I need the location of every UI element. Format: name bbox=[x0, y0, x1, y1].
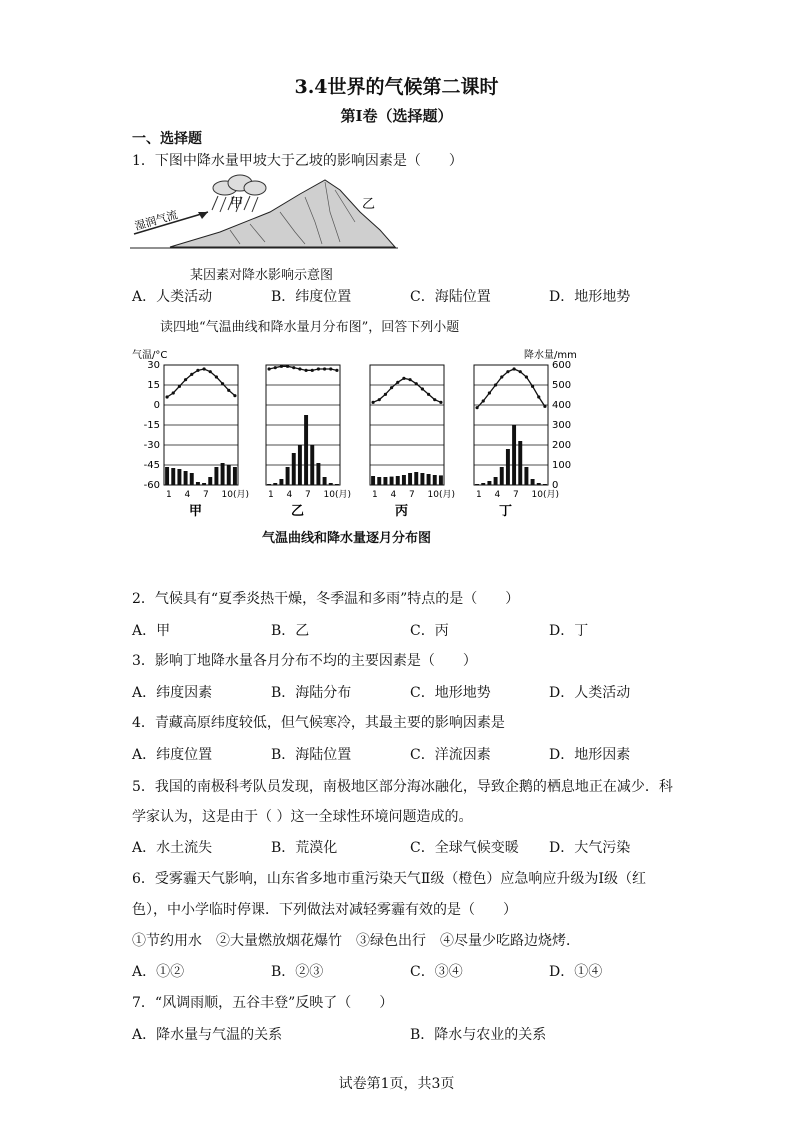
temperature-point bbox=[227, 389, 230, 392]
precip-bar bbox=[402, 475, 406, 485]
rain-terrain-figure bbox=[130, 172, 400, 254]
q5-option-a[interactable]: A．水土流失 bbox=[132, 840, 213, 856]
reading-intro: 读四地“气温曲线和降水量月分布图”，回答下列小题 bbox=[160, 320, 460, 335]
precip-bar bbox=[396, 476, 400, 485]
precip-bar bbox=[304, 415, 308, 485]
temperature-point bbox=[317, 367, 320, 370]
right-tick-label: 500 bbox=[552, 380, 572, 391]
left-tick-label: -30 bbox=[143, 440, 160, 451]
right-tick-label: 600 bbox=[552, 360, 572, 371]
month-tick-label: 7 bbox=[513, 490, 519, 500]
precip-bar bbox=[335, 484, 339, 485]
q2-option-c[interactable]: C．丙 bbox=[410, 623, 449, 639]
q2-option-a[interactable]: A．甲 bbox=[132, 623, 171, 639]
temperature-point bbox=[233, 394, 236, 397]
precip-bar bbox=[390, 477, 394, 485]
left-tick-label: -60 bbox=[143, 480, 160, 491]
temperature-point bbox=[525, 375, 528, 378]
temperature-point bbox=[415, 382, 418, 385]
temperature-point bbox=[298, 367, 301, 370]
precip-bar bbox=[323, 477, 327, 485]
month-tick-label: 1 bbox=[166, 490, 172, 500]
left-tick-label: 0 bbox=[153, 400, 160, 411]
precip-bar bbox=[481, 483, 485, 485]
precip-bar bbox=[414, 472, 418, 485]
temperature-point bbox=[311, 369, 314, 372]
q6-option-c[interactable]: C．③④ bbox=[410, 964, 463, 980]
precip-bar bbox=[190, 473, 194, 485]
panel-name-label: 甲 bbox=[189, 504, 203, 519]
temperature-point bbox=[209, 370, 212, 373]
precip-bar bbox=[475, 484, 479, 485]
section-heading: 一、选择题 bbox=[132, 131, 202, 147]
cloud-icon bbox=[213, 175, 266, 195]
temperature-point bbox=[488, 391, 491, 394]
temperature-point bbox=[184, 378, 187, 381]
temperature-point bbox=[439, 401, 442, 404]
precip-bar bbox=[292, 453, 296, 485]
precip-bar bbox=[165, 467, 169, 485]
q5-option-c[interactable]: C．全球气候变暖 bbox=[410, 840, 519, 856]
q6-option-d[interactable]: D．①④ bbox=[549, 964, 603, 980]
temperature-point bbox=[500, 375, 503, 378]
q7-option-a[interactable]: A．降水量与气温的关系 bbox=[132, 1027, 283, 1043]
q2-option-b[interactable]: B．乙 bbox=[271, 623, 310, 639]
month-tick-label: 10(月) bbox=[323, 490, 351, 500]
precip-bar bbox=[214, 467, 218, 485]
q3-option-c[interactable]: C．地形地势 bbox=[410, 685, 491, 701]
question-4-stem: 4．青藏高原纬度较低，但气候寒冷，其最主要的影响因素是 bbox=[132, 715, 505, 731]
climate-panel-2 bbox=[266, 365, 351, 519]
temperature-point bbox=[537, 395, 540, 398]
q4-option-a[interactable]: A．纬度位置 bbox=[132, 747, 213, 763]
q1-option-b[interactable]: B．纬度位置 bbox=[271, 289, 352, 305]
question-3-stem: 3．影响丁地降水量各月分布不均的主要因素是（ ） bbox=[132, 653, 477, 669]
temperature-point bbox=[402, 377, 405, 380]
right-tick-label: 0 bbox=[552, 480, 559, 491]
month-tick-label: 10(月) bbox=[531, 490, 559, 500]
temperature-point bbox=[165, 395, 168, 398]
temperature-point bbox=[202, 367, 205, 370]
temperature-point bbox=[267, 367, 270, 370]
right-tick-label: 100 bbox=[552, 460, 572, 471]
precip-bar bbox=[487, 481, 491, 485]
temperature-point bbox=[494, 383, 497, 386]
temperature-point bbox=[378, 398, 381, 401]
right-tick-label: 300 bbox=[552, 420, 572, 431]
precip-bar bbox=[310, 445, 314, 485]
question-2-stem: 2．气候具有“夏季炎热干燥，冬季温和多雨”特点的是（ ） bbox=[132, 591, 520, 607]
precip-bar bbox=[267, 484, 271, 485]
temperature-point bbox=[286, 365, 289, 368]
q2-option-d[interactable]: D．丁 bbox=[549, 623, 589, 639]
question-6-stem-line-2: 色），中小学临时停课．下列做法对减轻雾霾有效的是（ ） bbox=[132, 902, 517, 918]
left-tick-label: 15 bbox=[147, 380, 160, 391]
precip-bar bbox=[506, 449, 510, 485]
temperature-point bbox=[512, 367, 515, 370]
precip-bar bbox=[408, 473, 412, 485]
left-axis-label: 气温/°C bbox=[132, 350, 168, 361]
temperature-point bbox=[274, 366, 277, 369]
precip-bar bbox=[512, 425, 516, 485]
temperature-point bbox=[531, 385, 534, 388]
q3-option-d[interactable]: D．人类活动 bbox=[549, 685, 631, 701]
temperature-point bbox=[482, 399, 485, 402]
precip-bar bbox=[531, 479, 535, 485]
temperature-point bbox=[433, 398, 436, 401]
precip-bar bbox=[420, 473, 424, 485]
airflow-label: 湿润气流 bbox=[133, 208, 180, 233]
precip-bar bbox=[316, 463, 320, 485]
q6-option-a[interactable]: A．①② bbox=[132, 964, 185, 980]
precip-bar bbox=[233, 467, 237, 485]
temperature-point bbox=[221, 382, 224, 385]
temperature-point bbox=[178, 385, 181, 388]
precip-bar bbox=[377, 477, 381, 485]
temperature-point bbox=[475, 406, 478, 409]
q1-option-a[interactable]: A．人类活动 bbox=[132, 289, 213, 305]
month-tick-label: 4 bbox=[390, 490, 397, 500]
month-tick-label: 7 bbox=[409, 490, 415, 500]
temperature-point bbox=[543, 405, 546, 408]
question-7-stem: 7．“风调雨顺，五谷丰登”反映了（ ） bbox=[132, 995, 394, 1011]
q5-option-d[interactable]: D．大气污染 bbox=[549, 840, 631, 856]
temperature-point bbox=[421, 387, 424, 390]
precip-bar bbox=[184, 471, 188, 485]
q4-option-d[interactable]: D．地形因素 bbox=[549, 747, 631, 763]
precip-bar bbox=[279, 479, 283, 485]
precip-bar bbox=[177, 469, 181, 485]
slope-a-label: 甲 bbox=[230, 196, 244, 211]
panel-name-label: 乙 bbox=[291, 504, 305, 519]
precip-bar bbox=[427, 474, 431, 485]
precip-bar bbox=[543, 484, 547, 485]
question-6-items: ①节约用水 ②大量燃放烟花爆竹 ③绿色出行 ④尽量少吃路边烧烤． bbox=[132, 933, 580, 949]
month-tick-label: 7 bbox=[305, 490, 311, 500]
precip-bar bbox=[286, 467, 290, 485]
climate-panel-3 bbox=[370, 365, 455, 519]
month-tick-label: 4 bbox=[184, 490, 191, 500]
month-tick-label: 4 bbox=[286, 490, 293, 500]
precip-bar bbox=[524, 467, 528, 485]
page-footer: 试卷第1页，共3页 bbox=[338, 1076, 455, 1092]
q3-option-b[interactable]: B．海陆分布 bbox=[271, 685, 352, 701]
month-tick-label: 10(月) bbox=[221, 490, 249, 500]
left-tick-label: -45 bbox=[143, 460, 160, 471]
precip-bar bbox=[227, 465, 231, 485]
temperature-point bbox=[280, 365, 283, 368]
figure-1-caption: 某因素对降水影响示意图 bbox=[190, 268, 334, 283]
precip-bar bbox=[196, 482, 200, 485]
question-1-stem: 1．下图中降水量甲坡大于乙坡的影响因素是（ ） bbox=[132, 153, 463, 169]
temperature-point bbox=[292, 366, 295, 369]
precip-bar bbox=[329, 483, 333, 485]
month-tick-label: 1 bbox=[372, 490, 378, 500]
q4-option-b[interactable]: B．海陆位置 bbox=[271, 747, 352, 763]
temperature-point bbox=[396, 381, 399, 384]
precip-bar bbox=[273, 483, 277, 485]
precip-bar bbox=[433, 475, 437, 485]
right-tick-label: 200 bbox=[552, 440, 572, 451]
page-subtitle: 第I卷（选择题） bbox=[340, 107, 453, 125]
temperature-point bbox=[390, 386, 393, 389]
temperature-point bbox=[371, 401, 374, 404]
climate-charts bbox=[128, 345, 588, 525]
month-tick-label: 10(月) bbox=[427, 490, 455, 500]
precip-bar bbox=[518, 441, 522, 485]
climate-panel-4 bbox=[474, 365, 559, 519]
slope-b-label: 乙 bbox=[362, 197, 376, 212]
precip-bar bbox=[221, 463, 225, 485]
page-title: 3.4世界的气候第二课时 bbox=[294, 76, 499, 98]
left-tick-label: -15 bbox=[143, 420, 160, 431]
q5-option-b[interactable]: B．荒漠化 bbox=[271, 840, 338, 856]
temperature-point bbox=[172, 391, 175, 394]
panel-name-label: 丁 bbox=[499, 504, 513, 519]
q1-option-c[interactable]: C．海陆位置 bbox=[410, 289, 491, 305]
precip-bar bbox=[371, 476, 375, 485]
precip-bar bbox=[383, 477, 387, 485]
temperature-point bbox=[304, 369, 307, 372]
q1-option-d[interactable]: D．地形地势 bbox=[549, 289, 631, 305]
temperature-point bbox=[190, 373, 193, 376]
right-axis-label: 降水量/mm bbox=[524, 350, 577, 361]
q7-option-b[interactable]: B．降水与农业的关系 bbox=[410, 1027, 547, 1043]
temperature-point bbox=[335, 369, 338, 372]
temperature-point bbox=[519, 370, 522, 373]
temperature-point bbox=[323, 367, 326, 370]
question-5-stem-line-1: 5．我国的南极科考队员发现，南极地区部分海冰融化，导致企鹅的栖息地正在减少．科 bbox=[132, 779, 673, 795]
temperature-point bbox=[196, 369, 199, 372]
temperature-point bbox=[215, 375, 218, 378]
precip-bar bbox=[202, 483, 206, 485]
right-tick-label: 400 bbox=[552, 400, 572, 411]
q6-option-b[interactable]: B．②③ bbox=[271, 964, 324, 980]
question-5-stem-line-2: 学家认为，这是由于（ ）这一全球性环境问题造成的。 bbox=[132, 809, 473, 825]
temperature-point bbox=[506, 370, 509, 373]
precip-bar bbox=[439, 475, 443, 485]
left-tick-label: 30 bbox=[147, 360, 160, 371]
temperature-point bbox=[408, 378, 411, 381]
temperature-point bbox=[384, 393, 387, 396]
temperature-point bbox=[329, 367, 332, 370]
question-6-stem-line-1: 6．受雾霾天气影响，山东省多地市重污染天气Ⅱ级（橙色）应急响应升级为Ⅰ级（红 bbox=[132, 871, 646, 887]
panel-name-label: 丙 bbox=[395, 504, 409, 519]
precip-bar bbox=[494, 477, 498, 485]
precip-bar bbox=[500, 467, 504, 485]
month-tick-label: 4 bbox=[494, 490, 501, 500]
chart-caption: 气温曲线和降水量逐月分布图 bbox=[262, 531, 432, 546]
month-tick-label: 1 bbox=[268, 490, 274, 500]
month-tick-label: 7 bbox=[203, 490, 209, 500]
q4-option-c[interactable]: C．洋流因素 bbox=[410, 747, 491, 763]
precip-bar bbox=[171, 468, 175, 485]
precip-bar bbox=[537, 483, 541, 485]
climate-panel-1 bbox=[164, 365, 249, 519]
q3-option-a[interactable]: A．纬度因素 bbox=[132, 685, 213, 701]
month-tick-label: 1 bbox=[476, 490, 482, 500]
precip-bar bbox=[208, 477, 212, 485]
temperature-point bbox=[427, 393, 430, 396]
precip-bar bbox=[298, 445, 302, 485]
